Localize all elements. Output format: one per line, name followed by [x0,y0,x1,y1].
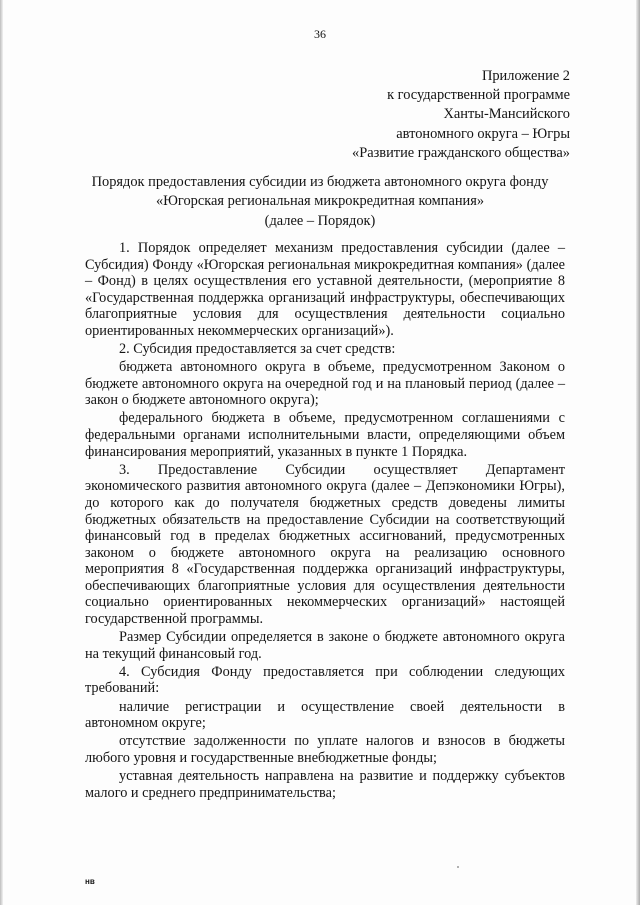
paragraph-3: 3. Предоставление Субсидии осуществляет Департамент экономического развития автономного округа (далее – Депэкономики Югры), до которого как до получателя бюджетных средств доведены лимиты бюджетных обязательств на предоставление Субсидии на соответствующий финансовый год в пределах бюджетных ассигнований, предусмотренных законом о бюджете автономного округа на реализацию основного мероприятия 8 «Государственная поддержка организаций инфраструктуры, обеспечивающих благоприятные условия для осуществления деятельности социально ориентированных некоммерческих организаций» настоящей государственной программы. [85,461,565,628]
paragraph-2: 2. Субсидия предоставляется за счет средств: [119,341,396,358]
appendix-line: «Развитие гражданского общества» [352,144,570,161]
scan-speck [457,866,459,868]
document-title [0,173,640,231]
page-number: 36 [314,27,326,41]
appendix-line: к государственной программе [387,87,570,104]
title-line: (далее – Порядок) [264,212,376,229]
appendix-line: Ханты-Мансийского [443,106,570,123]
paragraph-2-item-2: федерального бюджета в объеме, предусмотренном соглашениями с федеральными органами исполнительными власти, определяющими объем финансирования мероприятий, указанных в пункте 1 Порядка. [85,410,565,460]
document-body [85,240,565,801]
appendix-line: автономного округа – Югры [396,125,570,142]
paragraph-4-item-3: уставная деятельность направлена на развитие и поддержку субъектов малого и среднего предпринимательства; [85,767,565,801]
paragraph-4: 4. Субсидия Фонду предоставляется при соблюдении следующих требований: [85,663,565,697]
paragraph-4-item-2: отсутствие задолженности по уплате налогов и взносов в бюджеты любого уровня и государственные внебюджетные фонды; [85,733,565,766]
paragraph-2-item-1: бюджета автономного округа в объеме, предусмотренном Законом о бюджете автономного округа на очередной год и на плановый период (далее – закон о бюджете автономного округа); [85,359,565,409]
scan-edge-right [636,0,640,905]
appendix-line: Приложение 2 [481,68,570,84]
paragraph-1: 1. Порядок определяет механизм предоставления субсидии (далее – Субсидия) Фонду «Югорская региональная микрокредитная компания» (далее – Фонд) в целях осуществления его уставной деятельности, (мероприятие 8 «Государственная поддержка организаций инфраструктуры, обеспечивающих благоприятные условия для осуществления деятельности социально ориентированных некоммерческих организаций»). [85,240,565,339]
scan-edge-left [0,0,3,905]
footer-mark: нв [85,877,95,886]
paragraph-3-continued: Размер Субсидии определяется в законе о бюджете автономного округа на текущий финансовый год. [85,629,565,662]
appendix-header [352,67,570,163]
paragraph-4-item-1: наличие регистрации и осуществление своей деятельности в автономном округе; [85,698,565,732]
title-line: Порядок предоставления субсидии из бюджета автономного округа фонду [91,174,549,190]
title-line: «Югорская региональная микрокредитная компания» [155,193,485,210]
